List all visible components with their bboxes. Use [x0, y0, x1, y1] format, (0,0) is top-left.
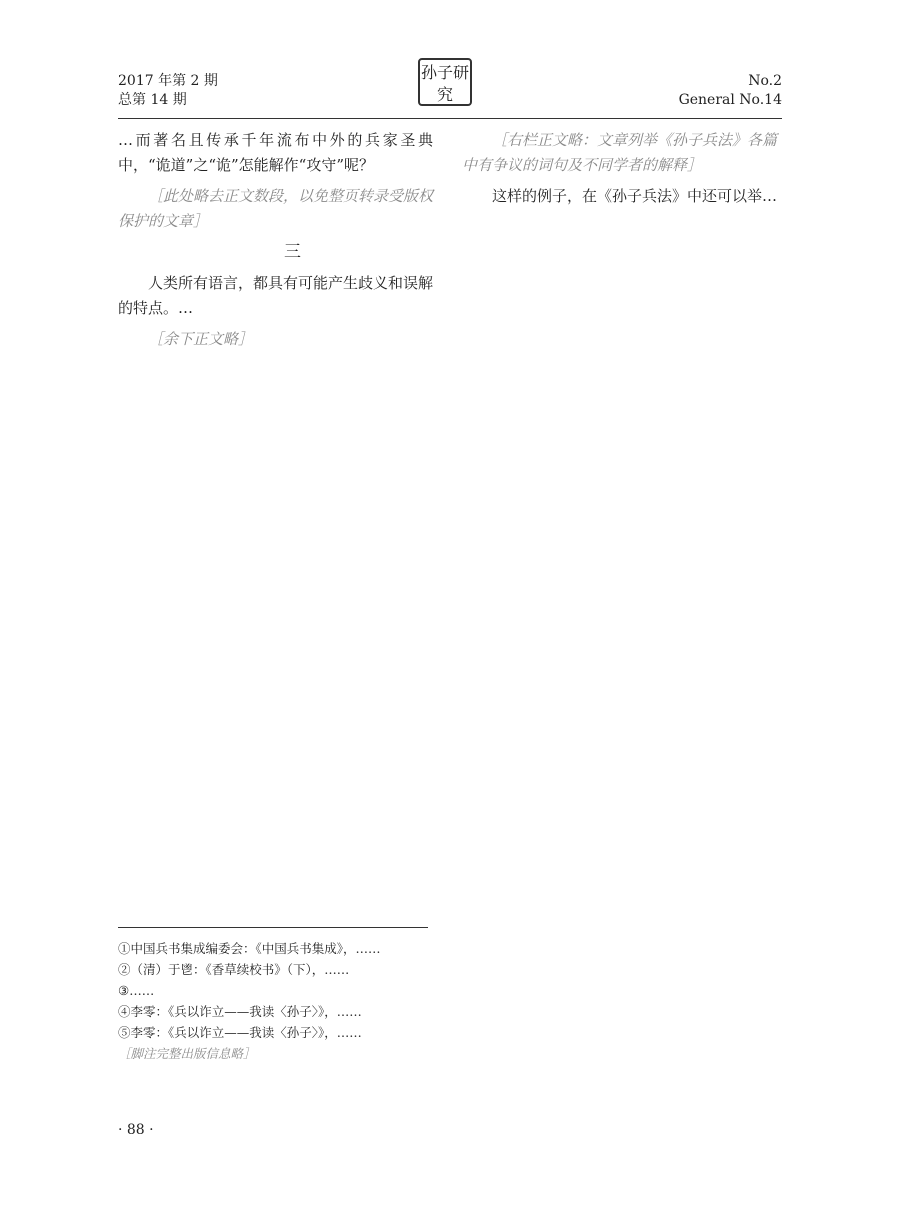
footnote-rule: [118, 927, 428, 928]
footnote: ①中国兵书集成编委会：《中国兵书集成》，……: [118, 941, 381, 956]
omitted-text-note: ［余下正文略］: [148, 330, 254, 348]
body-paragraph: …而著名且传承千年流布中外的兵家圣典中，“诡道”之“诡”怎能解作“攻守”呢？: [118, 131, 433, 174]
footnote: ③……: [118, 983, 155, 998]
left-column: [118, 128, 433, 358]
body-paragraph: 人类所有语言，都具有可能产生歧义和误解的特点。…: [118, 274, 434, 317]
right-column: [462, 128, 777, 215]
general-number-en: General No.14: [678, 92, 782, 108]
header-rule: [118, 118, 782, 119]
journal-issue: 2017 年第 2 期: [118, 73, 218, 89]
omitted-text-note: ［右栏正文略：文章列举《孙子兵法》各篇中有争议的词句及不同学者的解释］: [462, 131, 778, 174]
footnote: ⑤李零：《兵以诈立——我读〈孙子〉》，……: [118, 1025, 362, 1040]
footnotes: [118, 938, 782, 1064]
footnote: ④李零：《兵以诈立——我读〈孙子〉》，……: [118, 1004, 362, 1019]
omitted-text-note: ［此处略去正文数段，以免整页转录受版权保护的文章］: [118, 187, 434, 230]
logo-text: 孙子研究: [420, 63, 469, 104]
header-right: [679, 72, 782, 110]
header-left: [118, 72, 218, 110]
journal-logo: [418, 58, 472, 106]
page-number: · 88 ·: [118, 1122, 154, 1138]
omitted-text-note: ［脚注完整出版信息略］: [118, 1046, 256, 1061]
section-heading: 三: [284, 242, 301, 262]
footnote: ②（清）于鬯：《香草续校书》（下），……: [118, 962, 350, 977]
body-paragraph: 这样的例子，在《孙子兵法》中还可以举…: [492, 187, 778, 205]
journal-total-issue: 总第 14 期: [118, 92, 187, 108]
issue-number-en: No.2: [748, 73, 782, 89]
